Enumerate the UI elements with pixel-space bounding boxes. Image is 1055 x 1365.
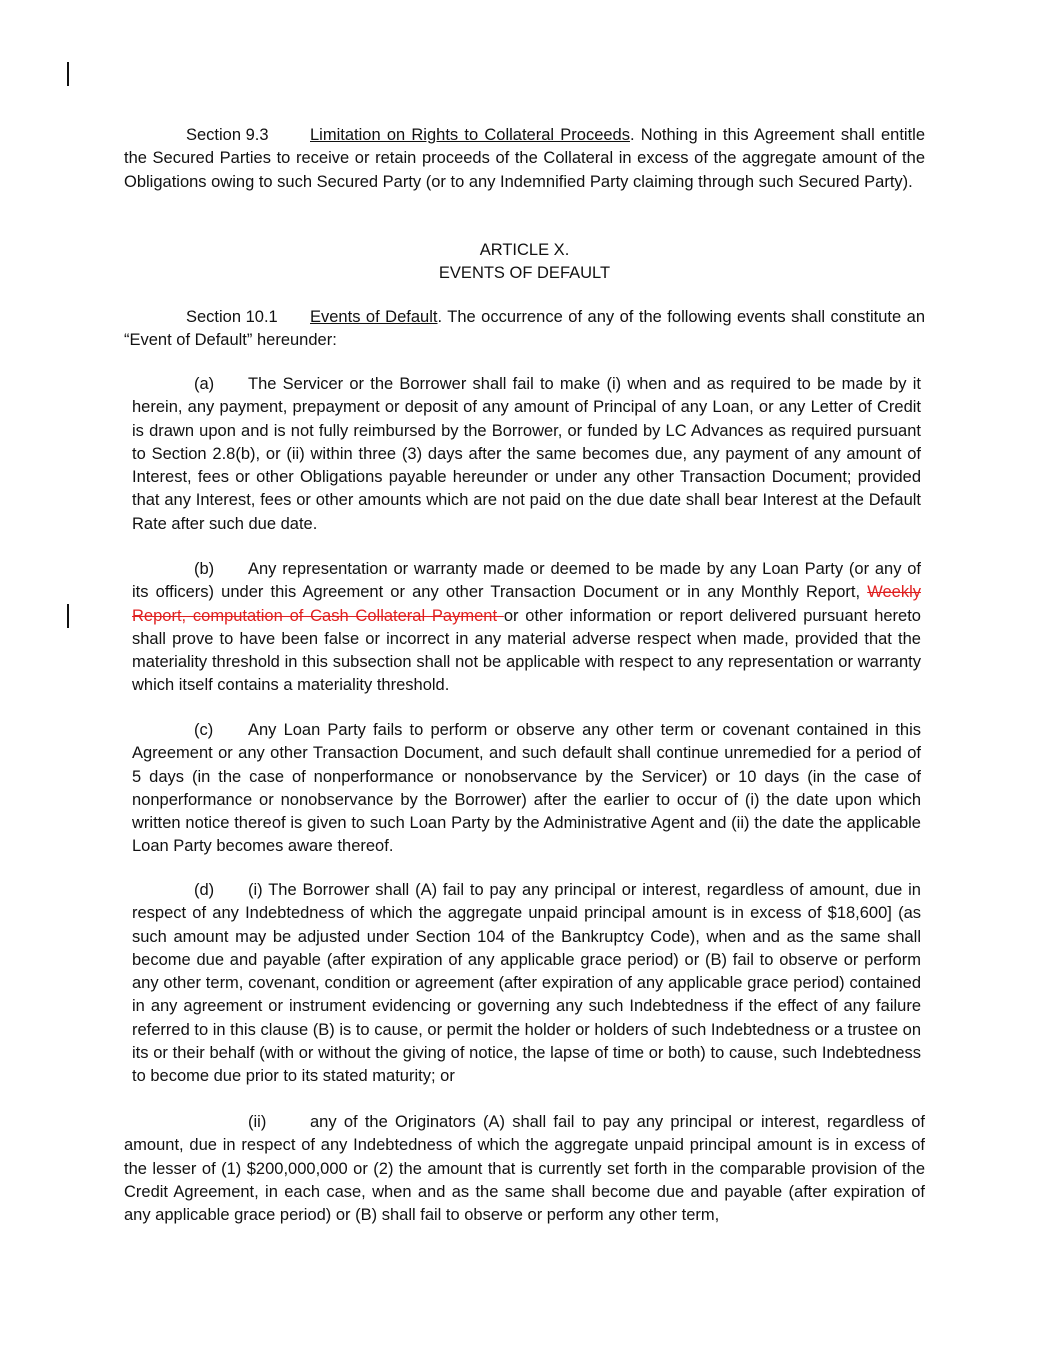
paragraph-b-deleted-text: Weekly Report, computation of Cash Collateral Payment (132, 583, 921, 625)
section-10-1-number: Section 10.1 (186, 308, 278, 326)
paragraph-b-text-after: or other information or report delivered pursuant hereto shall prove to have been false or incorrect in any material adverse respect when made, provided that the materiality threshold in this subsection shall not be applicable with respect to any representation or warranty which itself contains a materiality threshold. (132, 606, 921, 695)
paragraph-b (132, 558, 921, 698)
paragraph-b-text-before: Any representation or warranty made or deemed to be made by any Loan Party (or any of its officers) under this Agreement or any other Transaction Document or in any Monthly Report, (132, 560, 921, 602)
article-title: EVENTS OF DEFAULT (438, 264, 611, 282)
section-9-3 (124, 124, 925, 194)
section-9-3-body: . Nothing in this Agreement shall entitle the Secured Parties to receive or retain proceeds of the Collateral in excess of the aggregate amount of the Obligations owing to such Secured Party (or to any Indemnified Party claiming through such Secured Party). (124, 126, 926, 191)
paragraph-c-label: (c) (194, 721, 214, 739)
paragraph-d-ii (124, 1111, 925, 1227)
section-10-1-title: Events of Default (310, 308, 438, 326)
change-bar-para-b (67, 604, 69, 628)
section-9-3-number: Section 9.3 (186, 126, 269, 144)
section-9-3-title: Limitation on Rights to Collateral Proceeds (310, 126, 630, 144)
paragraph-d-label: (d) (194, 881, 215, 899)
article-number: ARTICLE X. (479, 241, 570, 259)
paragraph-a-text: The Servicer or the Borrower shall fail to make (i) when and as required to be made by it herein, any payment, prepayment or deposit of any amount of Principal of any Loan, or any Letter of Credit is drawn upon and is not fully reimbursed by the Borrower, or funded by LC Advances as required pursuant to Section 2.8(b), or (ii) within three (3) days after the same becomes due, any payment of any amount of Interest, fees or other Obligations payable hereunder or under any other Transaction Document; provided that any Interest, fees or other amounts which are not paid on the due date shall bear Interest at the Default Rate after such due date. (132, 375, 921, 533)
paragraph-d-ii-text: any of the Originators (A) shall fail to pay any principal or interest, regardless of amount, due in respect of any Indebtedness of which the aggregate unpaid principal amount is in excess of the lesser of (1) $200,000,000 or (2) the amount that is currently set forth in the comparable provision of the Credit Agreement, in each case, when and as the same shall become due and payable (after expiration of any applicable grace period) or (B) shall fail to observe or perform any other term, (124, 1113, 925, 1225)
section-10-1-body: . The occurrence of any of the following events shall constitute an “Event of Default” hereunder: (124, 308, 925, 350)
paragraph-a (132, 373, 921, 536)
change-bar-top (67, 62, 69, 86)
paragraph-c (132, 719, 921, 859)
section-10-1 (124, 306, 925, 353)
paragraph-b-label: (b) (194, 560, 215, 578)
paragraph-a-label: (a) (194, 375, 215, 393)
paragraph-d (132, 879, 921, 1089)
paragraph-d-ii-label: (ii) (248, 1113, 267, 1131)
paragraph-d-text: (i) The Borrower shall (A) fail to pay any principal or interest, regardless of amount, due in respect of any Indebtedness of which the aggregate unpaid principal amount is in excess of $18,600] (as such amount may be adjusted under Section 104 of the Bankruptcy Code), when and as the same shall become due and payable (after expiration of any applicable grace period) or (B) fail to observe or perform any other term, covenant, condition or agreement (after expiration of any applicable grace period) contained in any agreement or instrument evidencing or governing any such Indebtedness if the effect of any failure referred to in this clause (B) is to cause, or permit the holder or holders of such Indebtedness or a trustee on its or their behalf (with or without the giving of notice, the lapse of time or both) to cause, such Indebtedness to become due prior to its stated maturity; or (132, 881, 921, 1086)
paragraph-c-text: Any Loan Party fails to perform or observe any other term or covenant contained in this Agreement or any other Transaction Document, and such default shall continue unremedied for a period of 5 days (in the case of nonperformance or nonobservance by the Servicer) or 10 days (in the case of nonperformance or nonobservance by the Borrower) after the earlier to occur of (i) the date upon which written notice thereof is given to such Loan Party by the Administrative Agent and (ii) the date the applicable Loan Party becomes aware thereof. (132, 721, 921, 856)
